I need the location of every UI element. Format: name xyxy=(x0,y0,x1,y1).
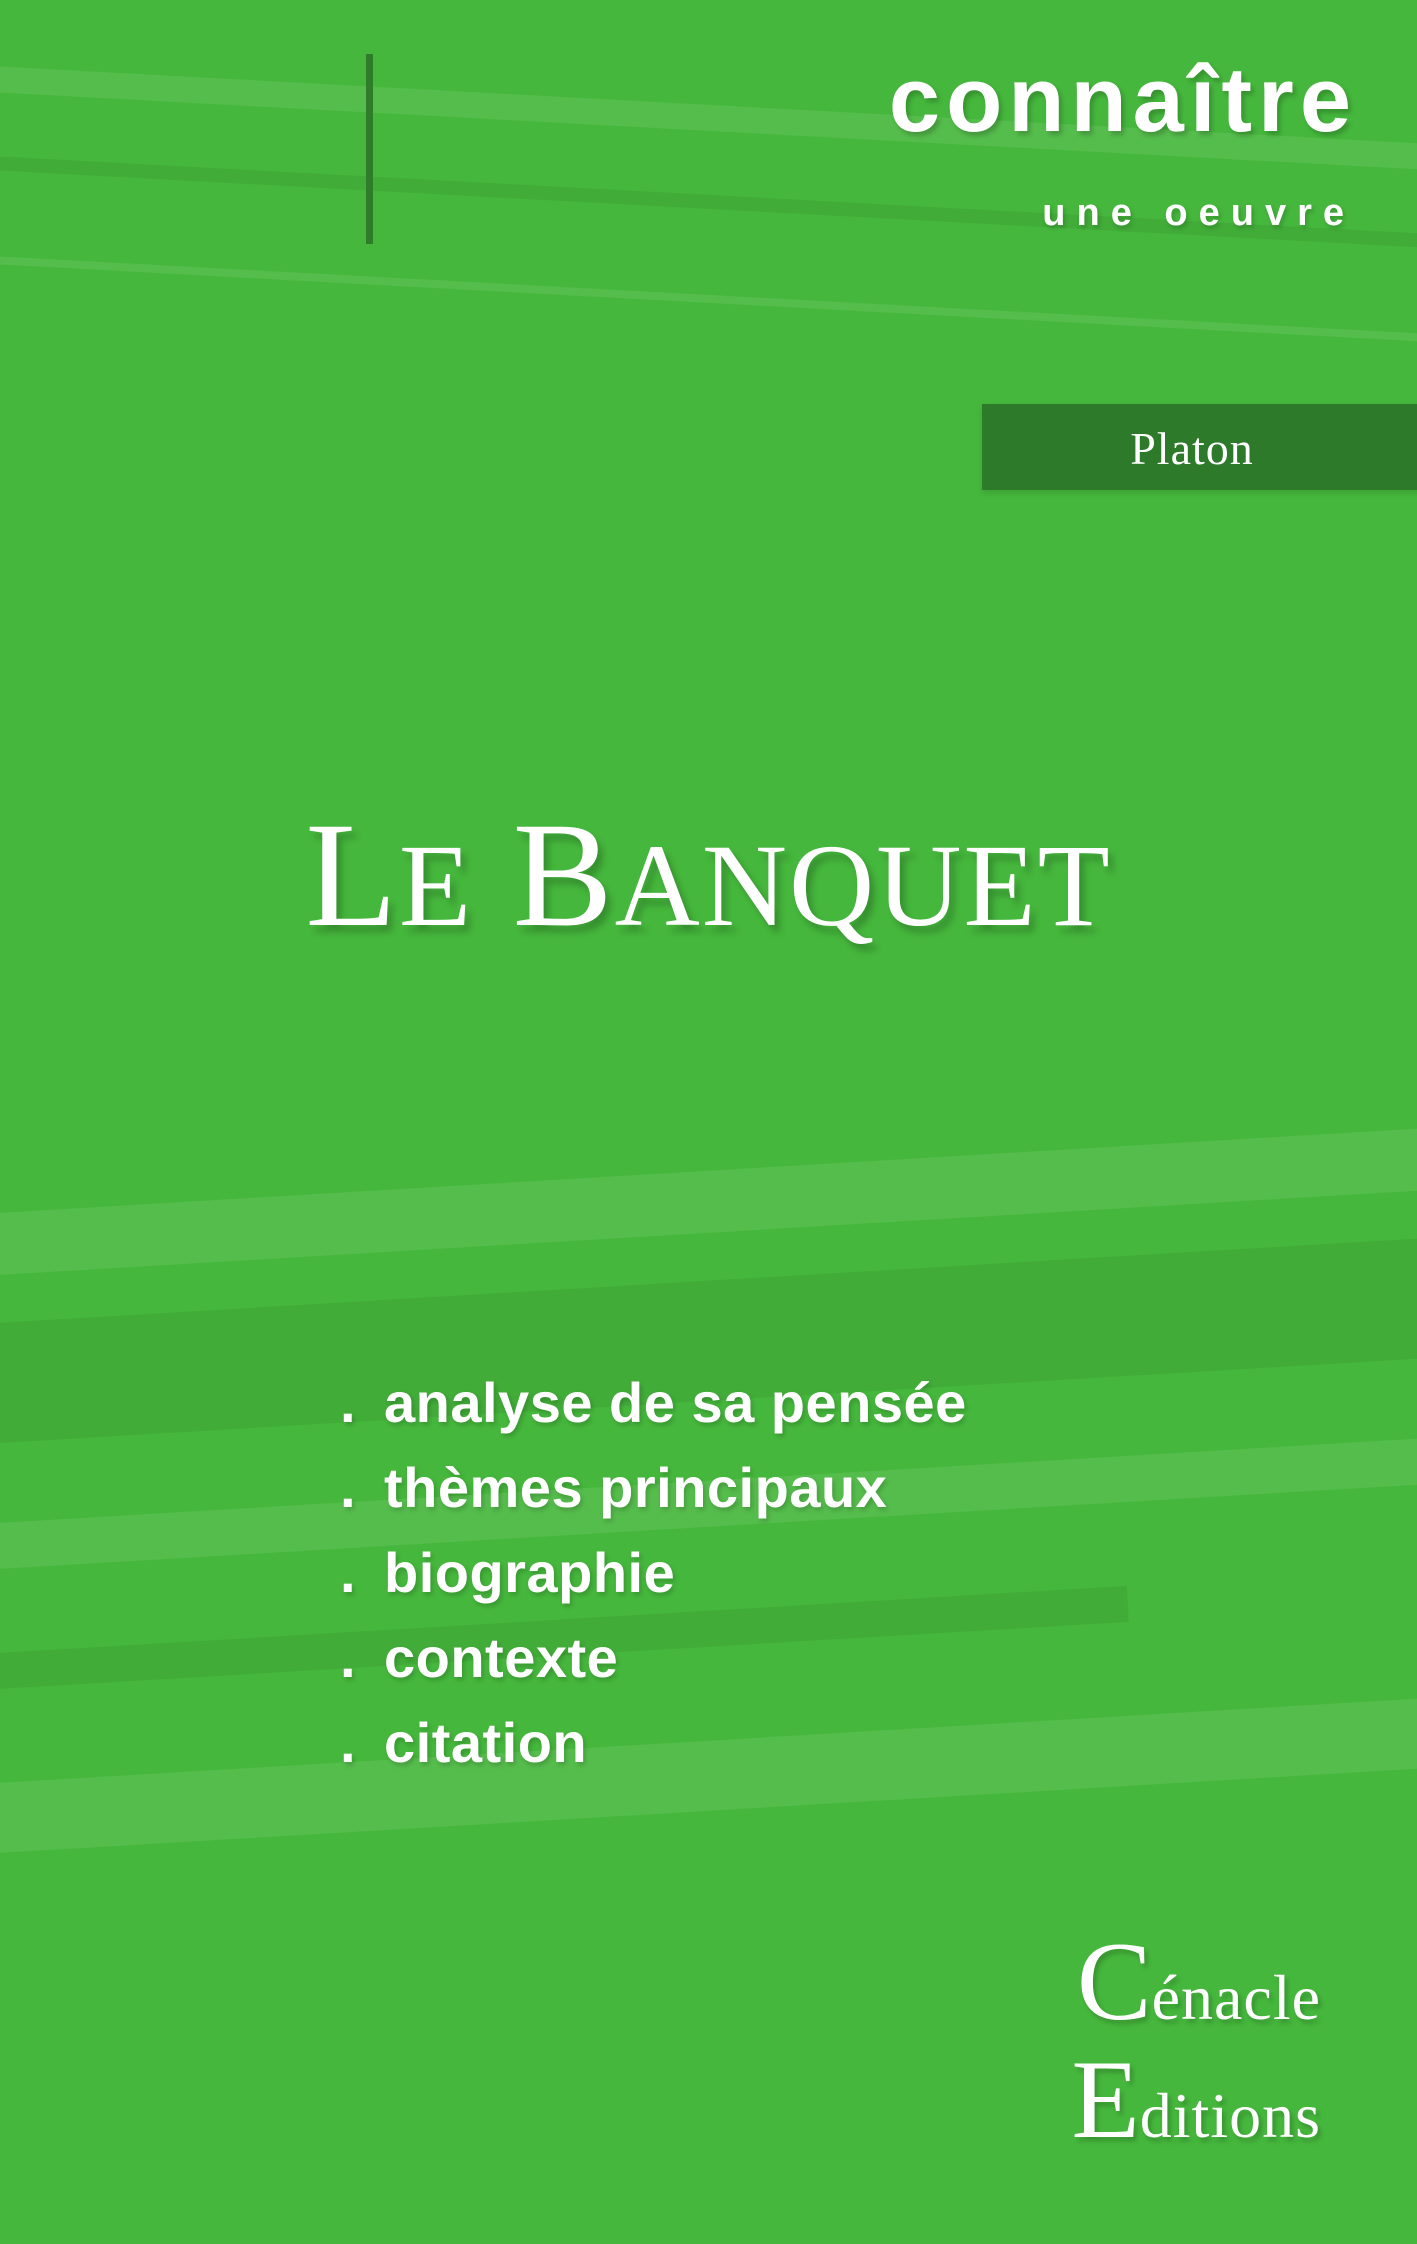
publisher-initial-c: C xyxy=(1076,1920,1152,2044)
collection-header xyxy=(0,44,1417,244)
author-name: Platon xyxy=(1130,423,1254,474)
author-band xyxy=(982,404,1417,490)
title-word-two-rest: ANQUET xyxy=(614,820,1112,951)
list-item xyxy=(340,1625,1240,1690)
title-word-one-initial: L xyxy=(305,792,399,958)
bullet-marker-icon: . xyxy=(340,1541,356,1604)
header-divider xyxy=(366,54,373,244)
list-item-label: analyse de sa pensée xyxy=(384,1371,967,1434)
list-item-label: biographie xyxy=(384,1541,676,1604)
book-title xyxy=(0,792,1417,958)
publisher-name-rest: énacle xyxy=(1151,1962,1321,2033)
title-word-two-initial: B xyxy=(512,792,615,958)
list-item-label: citation xyxy=(384,1711,588,1774)
publisher-editions-rest: ditions xyxy=(1139,2080,1321,2151)
bullet-marker-icon: . xyxy=(340,1456,356,1519)
publisher-line-two xyxy=(1071,2038,1321,2162)
collection-subtitle: une oeuvre xyxy=(1042,192,1355,234)
publisher-initial-e: E xyxy=(1071,2038,1140,2162)
list-item-label: thèmes principaux xyxy=(384,1456,888,1519)
publisher-logo xyxy=(1071,1920,1321,2162)
title-word-one-rest: E xyxy=(398,820,474,951)
list-item xyxy=(340,1540,1240,1605)
bullet-marker-icon: . xyxy=(340,1371,356,1434)
list-item xyxy=(340,1370,1240,1435)
decorative-stripe xyxy=(0,250,1417,350)
publisher-line-one xyxy=(1071,1920,1321,2044)
bullet-marker-icon: . xyxy=(340,1626,356,1689)
bullet-marker-icon: . xyxy=(340,1711,356,1774)
collection-title: connaître xyxy=(888,49,1357,151)
list-item xyxy=(340,1710,1240,1775)
feature-list xyxy=(340,1370,1240,1795)
list-item xyxy=(340,1455,1240,1520)
decorative-stripe xyxy=(0,1119,1417,1282)
list-item-label: contexte xyxy=(384,1626,619,1689)
